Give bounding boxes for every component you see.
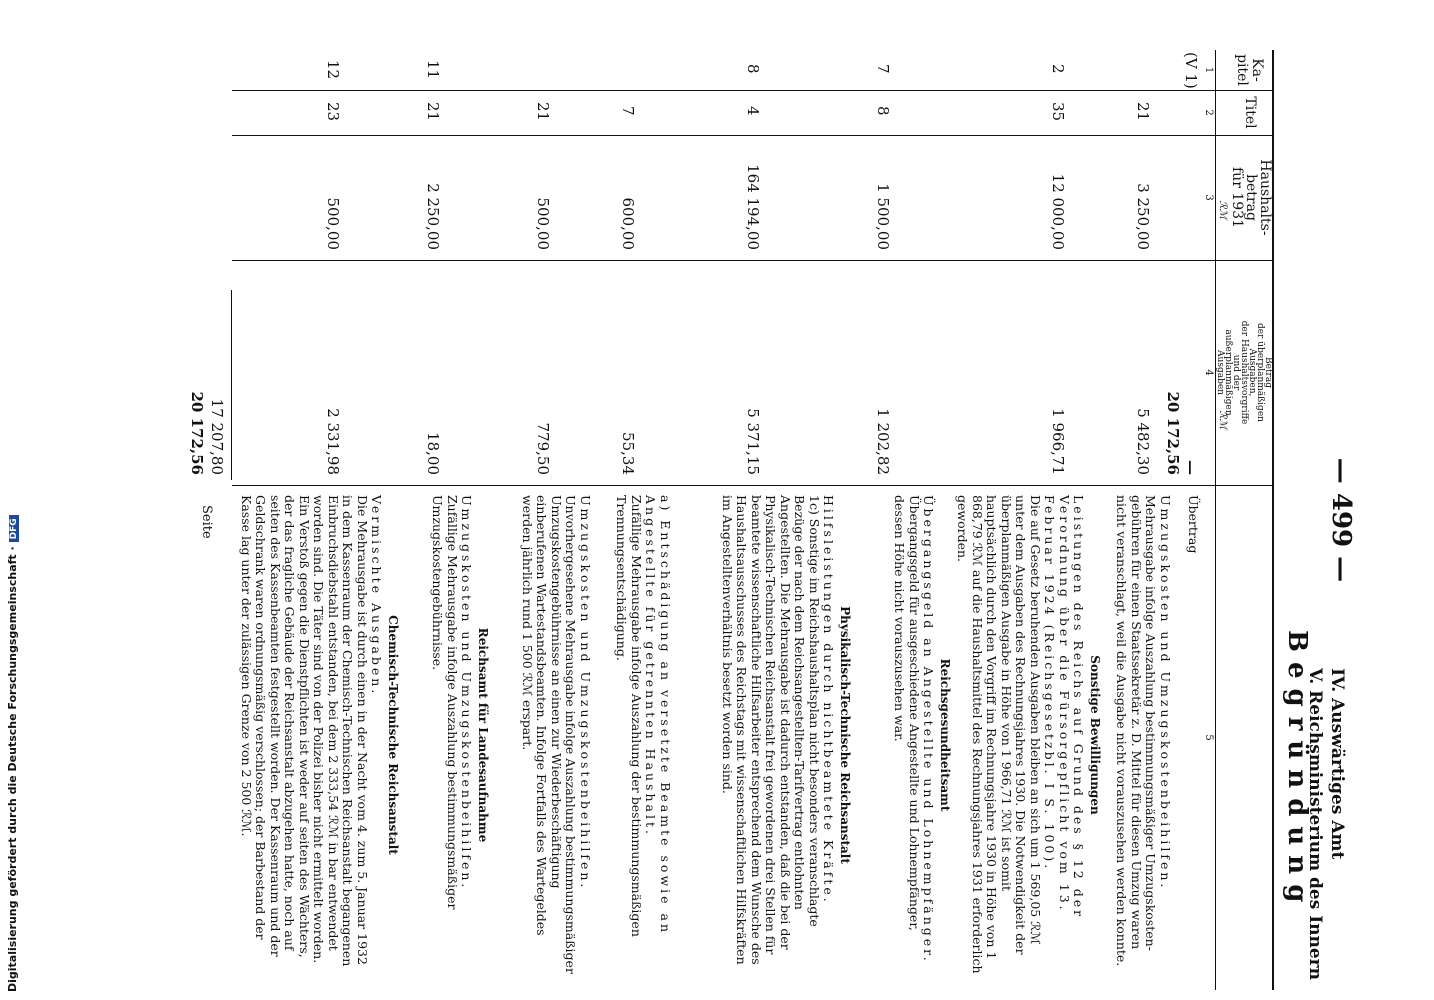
cell-betrag: 18,00: [424, 432, 442, 475]
text-heading: Vermischte Ausgaben.: [369, 495, 385, 697]
section-title: Begründung: [1282, 630, 1312, 913]
col-kapitel: Ka- pitel: [1234, 54, 1265, 86]
text-body: Zufällige Mehrausgabe infolge Auszahlung bestimmungsmäßiger Umzugskostengebührnisse.: [430, 495, 460, 910]
cell-kapitel: 8: [744, 64, 762, 74]
sum-page: 17 207,80: [208, 398, 226, 475]
cell-haushalt: 1 500,00: [874, 183, 892, 250]
text-heading: Hilfsleistungen durch nichtbeamtete Kräfte.: [821, 495, 837, 905]
uebertrag-label: Übertrag: [1186, 495, 1201, 554]
cell-kapitel: 11: [424, 60, 442, 80]
cell-titel: 21: [534, 102, 552, 122]
text-body: Die Mehrausgabe ist durch einen in der Nacht vom 4. zum 5. Januar 1932 in dem Kassenraum der Chemisch-Technischen Reichsanstalt begangenen Einbruchsdiebstahl entstanden, bei dem 2 333,54 ℛℳ in bar entwendet worden sind. Die Täter sind von der Polizei bisher nicht ermittelt worden. Ein Verstoß gegen die Dienstpflichten ist weder auf seiten des Wächters, der das fragliche Gebäude der Reichsanstalt abzugehen hatte, noch auf seiten des Kassenbeamten festgestellt worden. Der Kassenraum und der Geldschrank waren ordnungsmäßig verschlossen; der Barbestand der Kasse lag unter der zulässigen Grenze von 2 500 ℛℳ.: [239, 495, 370, 967]
text-block-6: [520, 495, 593, 975]
text-body: 1c) Sonstige im Reichshaushaltsplan nicht besonders veranschlagte Bezüge der nach dem Reichsangestellten-Tarifvertrag entlohnten Angestellten. Die Mehrausgabe ist dadurch entstanden, daß die bei der Physikalisch-Technischen Reichsanstalt frei gewordenen drei Stellen für beamtete wissenschaftliche Hilfsarbeiter entsprechend dem Wunsche des Haushaltsausschusses des Reichstags mit wissenschaftlichen Hilfskräften im Angestelltenverhältnis besetzt worden sind.: [720, 495, 822, 965]
text-block-5: [614, 495, 672, 975]
dfg-logo: DFG: [9, 515, 19, 542]
text-body: Unvorhergesehene Mehrausgabe infolge Auszahlung bestimmungsmäßiger Umzugskostengebührnisse an einen zur Wiederbeschäftigung einberufenen Wartestandsbeamten. Infolge Fortfalls des Wartegeldes werden jährlich rund 1 500 ℛℳ erspart.: [520, 495, 579, 974]
text-caption: Physikalisch-Technische Reichsanstalt: [838, 606, 852, 864]
cell-titel: 23: [324, 102, 342, 122]
page-header: [1278, 50, 1362, 990]
cell-betrag: 55,34: [619, 432, 637, 475]
text-heading: Umzugskosten und Umzugskostenbeihilfen.: [578, 495, 593, 891]
cell-kapitel: 12: [324, 60, 342, 80]
cell-haushalt: 600,00: [619, 197, 637, 250]
column-rule: [232, 260, 1272, 261]
cell-haushalt: 164 194,00: [744, 164, 762, 250]
text-body: Mehrausgabe infolge Auszahlung bestimmungsmäßiger Umzugskosten-gebühren für einen Staatssekretär z. D. Mittel für diesen Umzug waren nicht veranschlagt, weil die Ausgabe nicht vorauszusehen werden konnte.: [1114, 495, 1159, 967]
col-haushalt: Haushalts- betrag für 1931: [1229, 159, 1273, 236]
column-rule: [232, 90, 1272, 91]
text-block-1: [1114, 495, 1172, 975]
text-heading: Leistungen des Reichs auf Grund des § 12 der Verordnung über die Fürsorgepflicht vom 13. Februar 1924 (Reichsgesetzbl. I S. 100).: [1042, 495, 1087, 920]
cell-haushalt: 12 000,00: [1049, 173, 1067, 250]
cell-titel: 21: [1134, 102, 1152, 122]
text-caption: Reichsamt für Landesaufnahme: [476, 627, 490, 843]
cell-kapitel: (V 1): [1182, 52, 1200, 89]
unit-haushalt: ℛℳ: [1217, 200, 1228, 220]
cell-haushalt: 500,00: [534, 197, 552, 250]
document-page: [72, 50, 1362, 990]
cell-haushalt: 3 250,00: [1134, 183, 1152, 250]
cell-kapitel: 2: [1049, 64, 1067, 74]
cell-titel: 8: [874, 106, 892, 116]
cell-betrag: 5 371,15: [744, 408, 762, 475]
cell-titel: 7: [619, 106, 637, 116]
text-heading: Umzugskosten und Umzugskostenbeihilfen.: [1158, 495, 1173, 891]
running-head-line1: IV. Auswärtiges Amt: [1327, 668, 1347, 860]
cell-titel: 4: [744, 106, 762, 116]
cell-betrag: 779,50: [534, 422, 552, 475]
cell-titel: 35: [1049, 102, 1067, 122]
running-head-line2: V. Reichsministerium des Innern: [1305, 668, 1325, 980]
text-body: Die auf Gesetz beruhenden Ausgaben bleiben an sich um 1 569,05 ℛℳ unter dem Ausgaben des Rechnungsjahres 1930. Die Notwendigkeit der überplanmäßigen Ausgabe in Höhe von 1 966,71 ℛℳ ist somit hauptsächlich durch den Vorgriff im Rechnungsjahre 1930 in Höhe von 1 868,79 ℛℳ auf die Haushaltsmittel des Rechnungsjahres 1931 erforderlich geworden.: [955, 495, 1043, 974]
cell-titel: 21: [424, 102, 442, 122]
cell-betrag: — 20 172,56: [1164, 391, 1200, 475]
cell-haushalt: 500,00: [324, 197, 342, 250]
col-number-3: 3: [1203, 194, 1214, 201]
col-number-4: 4: [1203, 369, 1214, 376]
text-block-4: [720, 495, 855, 975]
cell-betrag: 1 202,82: [874, 408, 892, 475]
text-heading: Übergangsgeld an Angestellte und Lohnempfänger.: [921, 495, 937, 964]
col-number-1: 1: [1203, 66, 1214, 74]
text-caption: Reichsgesundheitsamt: [938, 658, 952, 812]
sum-total: 20 172,56: [188, 391, 206, 475]
digitization-footer: [6, 232, 22, 992]
page-number: — 499 —: [1326, 457, 1356, 583]
seite-label: Seite: [199, 505, 214, 539]
text-caption: Chemisch-Technische Reichsanstalt: [386, 615, 400, 855]
unit-betrag: ℛℳ: [1217, 410, 1228, 430]
text-heading: a) Entschädigung an versetzte Beamte sowie an Angestellte für getrennten Haushalt.: [643, 495, 673, 936]
text-caption: Sonstige Bewilligungen: [1088, 655, 1102, 815]
footer-text: Digitalisierung gefördert durch die Deutsche Forschungsgemeinschaft ·: [6, 546, 19, 992]
cell-kapitel: 7: [874, 64, 892, 74]
sum-rule: [231, 290, 232, 480]
text-block-3: [892, 495, 954, 975]
text-block-2: [955, 495, 1104, 975]
column-rule: [232, 485, 1272, 486]
budget-table: [77, 50, 1274, 990]
text-body: Zufällige Mehrausgabe infolge Auszahlung der bestimmungsmäßigen Trennungsentschädigung.: [614, 495, 644, 937]
col-number-2: 2: [1203, 109, 1214, 116]
col-betrag: Betrag der überplanmäßigen Ausgaben, der Haushaltsvorgriffe und der außerplanmäßigen Ausgaben: [1215, 320, 1273, 425]
col-number-5: 5: [1203, 734, 1214, 741]
cell-haushalt: 2 250,00: [424, 183, 442, 250]
text-body: Übergangsgeld für ausgeschiedene Angestellte und Lohnempfänger, dessen Höhe nicht vorauszusehen war.: [892, 495, 922, 931]
cell-betrag: 1 966,71: [1049, 408, 1067, 475]
text-heading: Umzugskosten und Umzugskostenbeihilfen.: [459, 495, 475, 891]
text-block-7: [430, 495, 492, 975]
cell-betrag: 5 482,30: [1134, 408, 1152, 475]
col-titel: Titel: [1242, 96, 1258, 129]
cell-betrag: 2 331,98: [324, 408, 342, 475]
column-rule: [232, 135, 1272, 136]
text-block-8: [239, 495, 403, 975]
